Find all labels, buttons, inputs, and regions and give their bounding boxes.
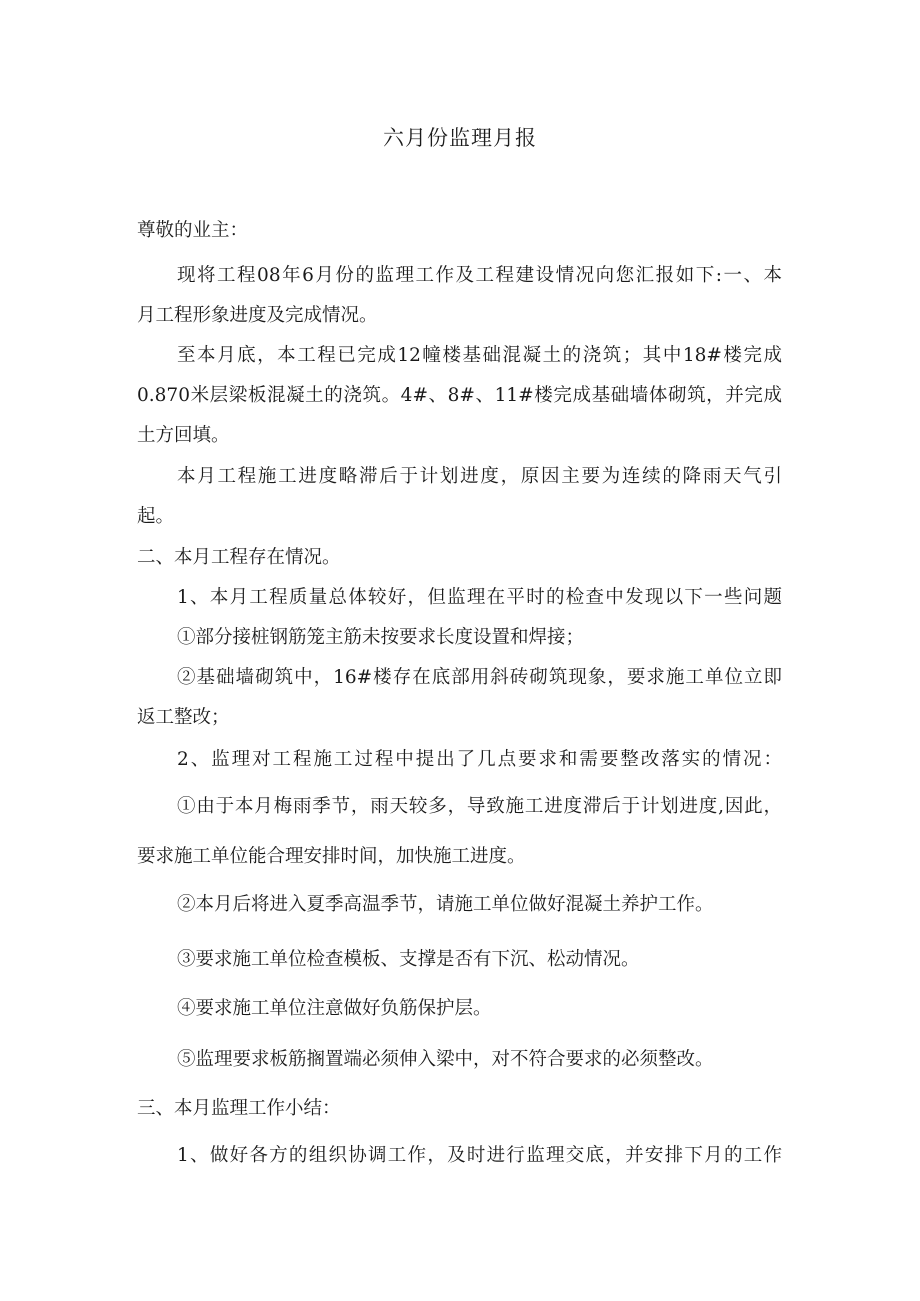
paragraph-line: 0.870米层梁板混凝土的浇筑。4#、8#、11#楼完成基础墙体砌筑，并完成	[137, 385, 782, 406]
paragraph-line: 返工整改；	[137, 707, 230, 728]
paragraph-line: 至本月底，本工程已完成12幢楼基础混凝土的浇筑；其中18#楼完成	[177, 345, 782, 366]
list-item: ④要求施工单位注意做好负筋保护层。	[177, 998, 492, 1019]
list-item: ②基础墙砌筑中，16#楼存在底部用斜砖砌筑现象，要求施工单位立即	[177, 667, 782, 688]
list-item: ②本月后将进入夏季高温季节，请施工单位做好混凝土养护工作。	[177, 894, 714, 915]
section-heading: 三、本月监理工作小结：	[137, 1098, 341, 1119]
list-item: ①部分接桩钢筋笼主筋未按要求长度设置和焊接；	[177, 627, 585, 648]
paragraph-line: 1、本月工程质量总体较好，但监理在平时的检查中发现以下一些问题	[177, 587, 782, 608]
list-item: ③要求施工单位检查模板、支撑是否有下沉、松动情况。	[177, 949, 640, 970]
salutation: 尊敬的业主：	[137, 220, 249, 241]
paragraph-line: 起。	[137, 506, 175, 527]
paragraph-line: 1、做好各方的组织协调工作，及时进行监理交底，并安排下月的工作	[177, 1145, 782, 1166]
paragraph-line: 要求施工单位能合理安排时间，加快施工进度。	[137, 846, 526, 867]
paragraph-line: 现将工程08年6月份的监理工作及工程建设情况向您汇报如下:一、本	[177, 265, 782, 286]
list-item: ①由于本月梅雨季节，雨天较多，导致施工进度滞后于计划进度,因此，	[177, 796, 782, 817]
page-title: 六月份监理月报	[383, 126, 537, 150]
section-heading: 二、本月工程存在情况。	[137, 547, 341, 568]
list-item: ⑤监理要求板筋搁置端必须伸入梁中，对不符合要求的必须整改。	[177, 1049, 714, 1070]
paragraph-line: 土方回填。	[137, 425, 230, 446]
paragraph-line: 2、监理对工程施工过程中提出了几点要求和需要整改落实的情况：	[177, 749, 782, 770]
paragraph-line: 本月工程施工进度略滞后于计划进度，原因主要为连续的降雨天气引	[177, 466, 782, 487]
paragraph-line: 月工程形象进度及完成情况。	[137, 305, 378, 326]
